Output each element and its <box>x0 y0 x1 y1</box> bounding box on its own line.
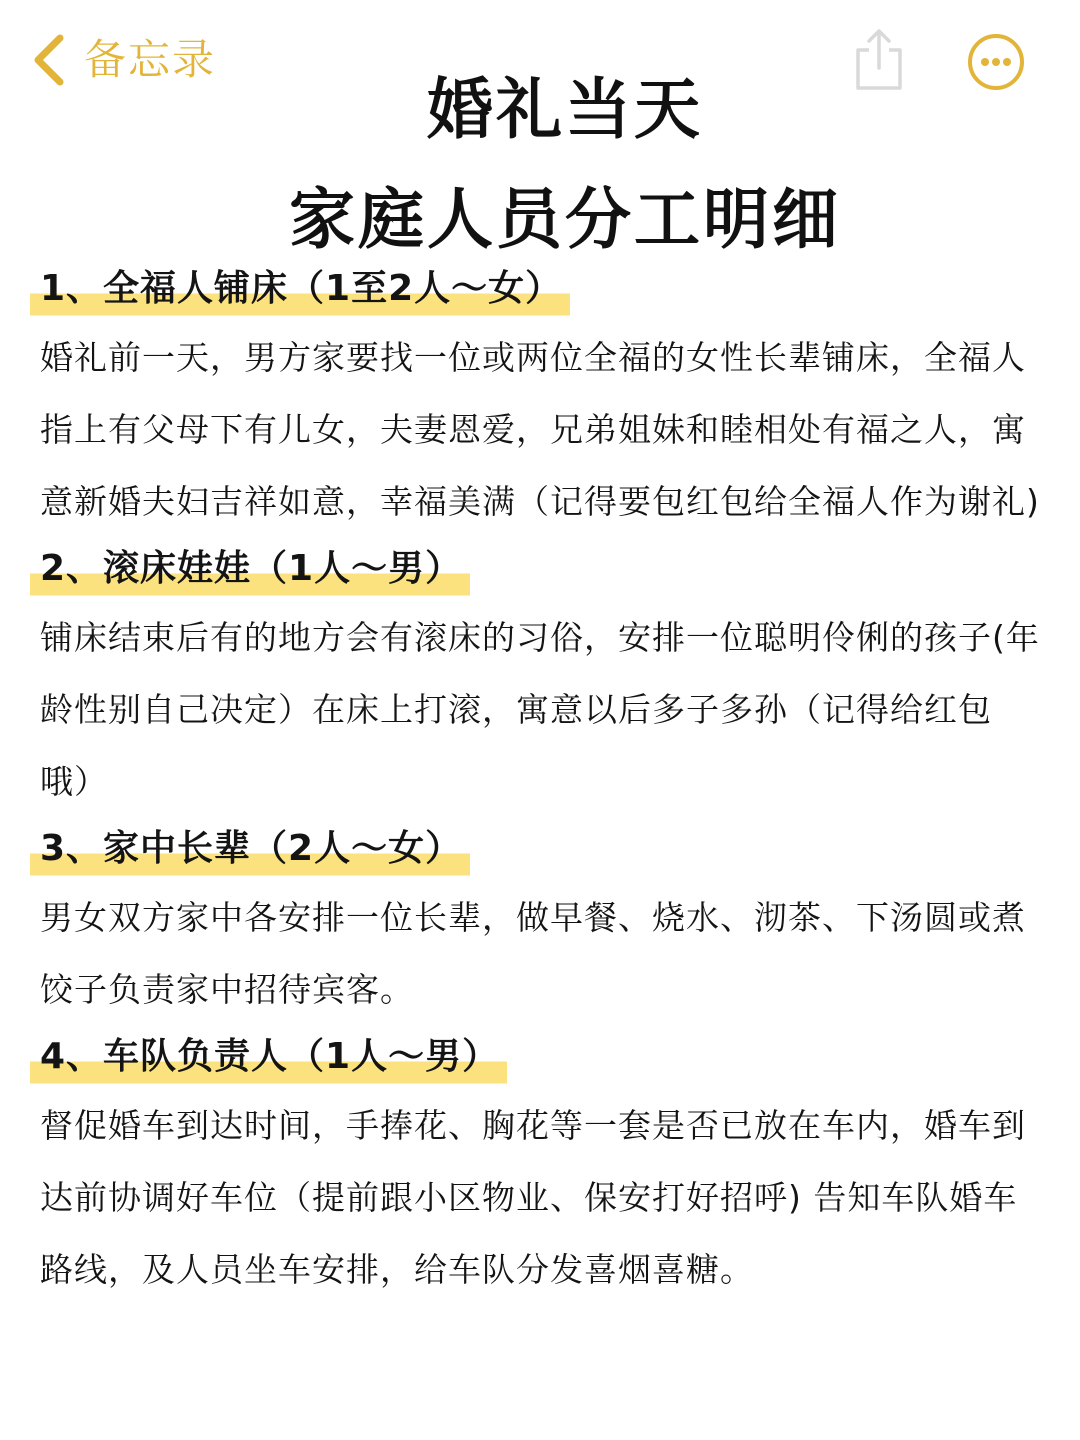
section-body: 督促婚车到达时间，手捧花、胸花等一套是否已放在车内，婚车到达前协调好车位（提前跟小区物业、保安打好招呼) 告知车队婚车路线，及人员坐车安排，给车队分发喜烟喜糖。 <box>40 1106 1026 1289</box>
title-line-2: 家庭人员分工明细 <box>289 181 841 258</box>
section-heading: 1、全福人铺床（1至2人～女） <box>30 260 570 318</box>
section-body: 婚礼前一天，男方家要找一位或两位全福的女性长辈铺床，全福人指上有父母下有儿女，夫妻恩爱，兄弟姐妹和睦相处有福之人，寓意新婚夫妇吉祥如意，幸福美满（记得要包红包给全福人作为谢礼) <box>40 338 1040 521</box>
back-label: 备忘录 <box>84 35 217 84</box>
section-body: 铺床结束后有的地方会有滚床的习俗，安排一位聪明伶俐的孩子(年龄性别自己决定）在床上打滚，寓意以后多子多孙（记得给红包哦） <box>40 618 1040 801</box>
section-heading: 3、家中长辈（2人～女） <box>30 820 470 878</box>
section-1 <box>40 260 1040 538</box>
section-heading: 2、滚床娃娃（1人～男） <box>30 540 470 598</box>
section-3 <box>40 820 1040 1026</box>
note-title <box>0 68 1080 262</box>
title-line-1: 婚礼当天 <box>427 71 703 148</box>
section-body: 男女双方家中各安排一位长辈，做早餐、烧水、沏茶、下汤圆或煮饺子负责家中招待宾客。 <box>40 898 1026 1009</box>
section-2 <box>40 540 1040 818</box>
section-heading: 4、车队负责人（1人～男） <box>30 1028 507 1086</box>
note-body <box>40 260 1040 1308</box>
section-4 <box>40 1028 1040 1306</box>
